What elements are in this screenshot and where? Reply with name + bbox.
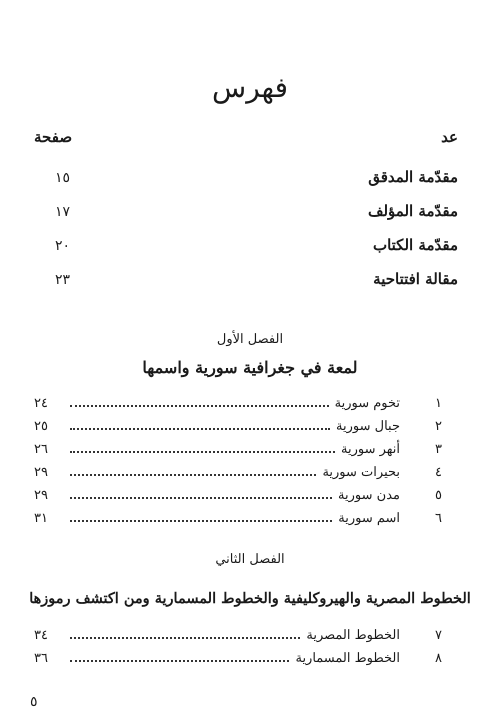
toc-entry-number: ١: [435, 396, 442, 411]
number-column-header: عد: [441, 128, 458, 146]
preface-entry-label: مقدّمة المدقق: [368, 168, 458, 186]
toc-entry-number: ٣: [435, 442, 442, 457]
toc-entry-label: بحيرات سورية: [322, 465, 400, 480]
page-title: فهرس: [212, 71, 288, 104]
chapter-title: لمعة في جغرافية سورية واسمها: [142, 358, 358, 377]
toc-entry-page: ٢٦: [34, 442, 48, 457]
preface-entry-page: ١٥: [55, 170, 71, 186]
toc-entry: [34, 628, 442, 648]
toc-entry: [34, 442, 442, 462]
toc-entry-label: مدن سورية: [338, 488, 400, 503]
toc-entry-page: ٢٩: [34, 488, 48, 503]
chapter-label: الفصل الأول: [216, 332, 284, 347]
preface-entry-label: مقالة افتتاحية: [373, 270, 458, 288]
toc-entry: [34, 396, 442, 416]
toc-entry-number: ٦: [435, 511, 442, 526]
toc-entry: [34, 419, 442, 439]
toc-entry: [34, 488, 442, 508]
toc-entry: [34, 651, 442, 671]
toc-entry-label: اسم سورية: [338, 511, 400, 526]
toc-entry-page: ٣٤: [34, 628, 48, 643]
toc-entry-page: ٢٩: [34, 465, 48, 480]
toc-entry-page: ٣١: [34, 511, 48, 526]
page-number: ٥: [30, 694, 38, 710]
toc-entry-page: ٢٥: [34, 419, 48, 434]
toc-entry-page: ٢٤: [34, 396, 48, 411]
page-column-header: صفحة: [34, 128, 73, 146]
leader-dots: [70, 496, 332, 499]
leader-dots: [70, 473, 316, 476]
toc-entry: [34, 465, 442, 485]
toc-entry-page: ٣٦: [34, 651, 48, 666]
toc-entry-number: ٥: [435, 488, 442, 503]
toc-entry-label: جبال سورية: [336, 419, 400, 434]
leader-dots: [70, 427, 330, 430]
chapter-title: الخطوط المصرية والهيروكليفية والخطوط المسمارية ومن اكتشف رموزها: [29, 590, 471, 607]
chapter-label: الفصل الثاني: [215, 552, 285, 567]
toc-entry: [34, 511, 442, 531]
preface-entry-label: مقدّمة المؤلف: [367, 202, 458, 220]
preface-entry-page: ٢٠: [55, 238, 71, 254]
leader-dots: [70, 519, 332, 522]
toc-entry-number: ٨: [435, 651, 442, 666]
toc-entry-number: ٤: [435, 465, 442, 480]
preface-entry-page: ٢٣: [55, 272, 71, 288]
toc-entry-number: ٧: [435, 628, 442, 643]
leader-dots: [70, 450, 335, 453]
toc-entry-label: أنهر سورية: [340, 442, 400, 457]
leader-dots: [70, 659, 289, 662]
preface-entry-label: مقدّمة الكتاب: [372, 236, 458, 254]
toc-entry-label: الخطوط المصرية: [306, 628, 400, 643]
toc-entry-number: ٢: [435, 419, 442, 434]
leader-dots: [70, 636, 300, 639]
toc-entry-label: تخوم سورية: [334, 396, 400, 411]
leader-dots: [70, 404, 329, 407]
preface-entry-page: ١٧: [55, 204, 71, 220]
toc-entry-label: الخطوط المسمارية: [295, 651, 400, 666]
